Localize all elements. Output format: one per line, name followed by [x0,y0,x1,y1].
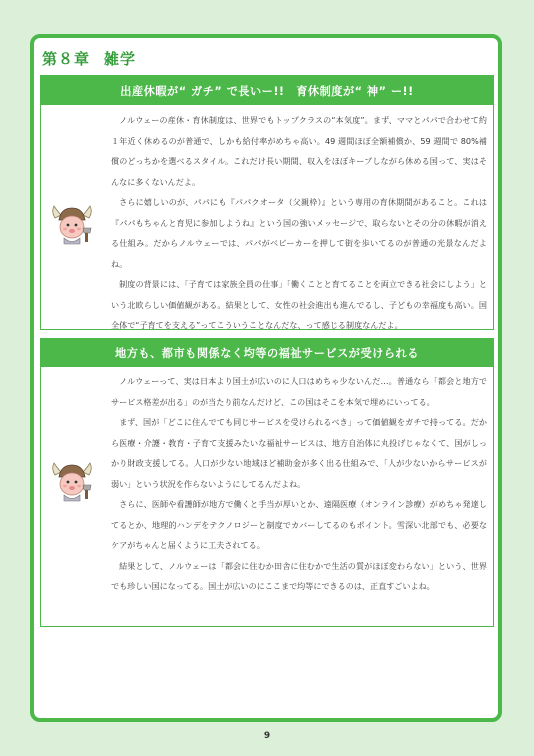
chapter-heading [42,48,136,69]
paragraph: さらに嬉しいのが、パパにも『パパクオータ（父親枠）』という専用の育休期間があること。これは『パパもちゃんと育児に参加しようね』という国の強いメッセージで、取らないとその分の休暇が消える仕組み。だからノルウェーでは、パパがベビーカーを押して街を歩いてるのが普通の光景なんだよね。 [111,197,487,269]
viking-mascot-icon [49,200,95,246]
section-welfare-services [40,338,494,627]
paragraph: まず、国が「どこに住んでても同じサービスを受けられるべき」って価値観をガチで持ってる。だから医療・介護・教育・子育て支援みたいな福祉サービスは、地方自治体に丸投げじゃなくて、国がしっかり財政支援してる。人口が少ない地域ほど補助金が多く出る仕組みで、「人が少ないからサービスが弱い」という状況を作らないようにしてるんだよね。 [111,417,487,489]
page-number: 9 [263,731,271,741]
paragraph: さらに、医師や看護師が地方で働くと手当が厚いとか、遠隔医療（オンライン診療）がめちゃ発達してるとか、地理的ハンデをテクノロジーと制度でカバーしてるのもポイント。雪深い北部でも、必要なケアがちゃんと届くように工夫されてる。 [111,499,487,550]
paragraph: 結果として、ノルウェーは「都会に住むか田舎に住むかで生活の質がほぼ変わらない」という、世界でも珍しい国になってる。国土が広いのにここまで均等にできるのは、正直すごいよね。 [111,560,487,591]
chapter-number: 第８章 [42,50,91,68]
section-body [111,371,487,597]
paragraph: ノルウェーの産休・育休制度は、世界でもトップクラスの“本気度”。まず、ママとパパで合わせて約１年近く休めるのが普通で、しかも給付率がめちゃ高い。49 週間ほぼ全額補償か、59 週間で 80%補償のどっちかを選べるスタイル。これだけ長い期間、収入をほぼキープしながら休める国って、実はそんなに多くないんだよ。 [111,115,487,187]
paragraph: 制度の背景には、「子育ては家族全員の仕事」「働くことと育てることを両立できる社会にしよう」という北欧らしい価値観がある。結果として、女性の社会進出も進んでるし、子どもの幸福度も高い。国全体で“子育てを支える”ってこういうことなんだな、って感じる制度なんだよ。 [111,279,487,330]
section-body [111,110,487,336]
section-parental-leave [40,75,494,330]
section-heading: 出産休暇が“ ガチ” で長いー!! 育休制度が“ 神” ー!! [41,76,493,105]
chapter-title: 雑学 [104,50,137,68]
viking-mascot-icon [49,457,95,503]
section-heading: 地方も、都市も関係なく均等の福祉サービスが受けられる [41,339,493,367]
paragraph: ノルウェーって、実は日本より国土が広いのに人口はめちゃ少ないんだ…。普通なら「都会と地方でサービス格差が出る」のが当たり前なんだけど、この国はそこを本気で埋めにいってる。 [111,376,487,407]
